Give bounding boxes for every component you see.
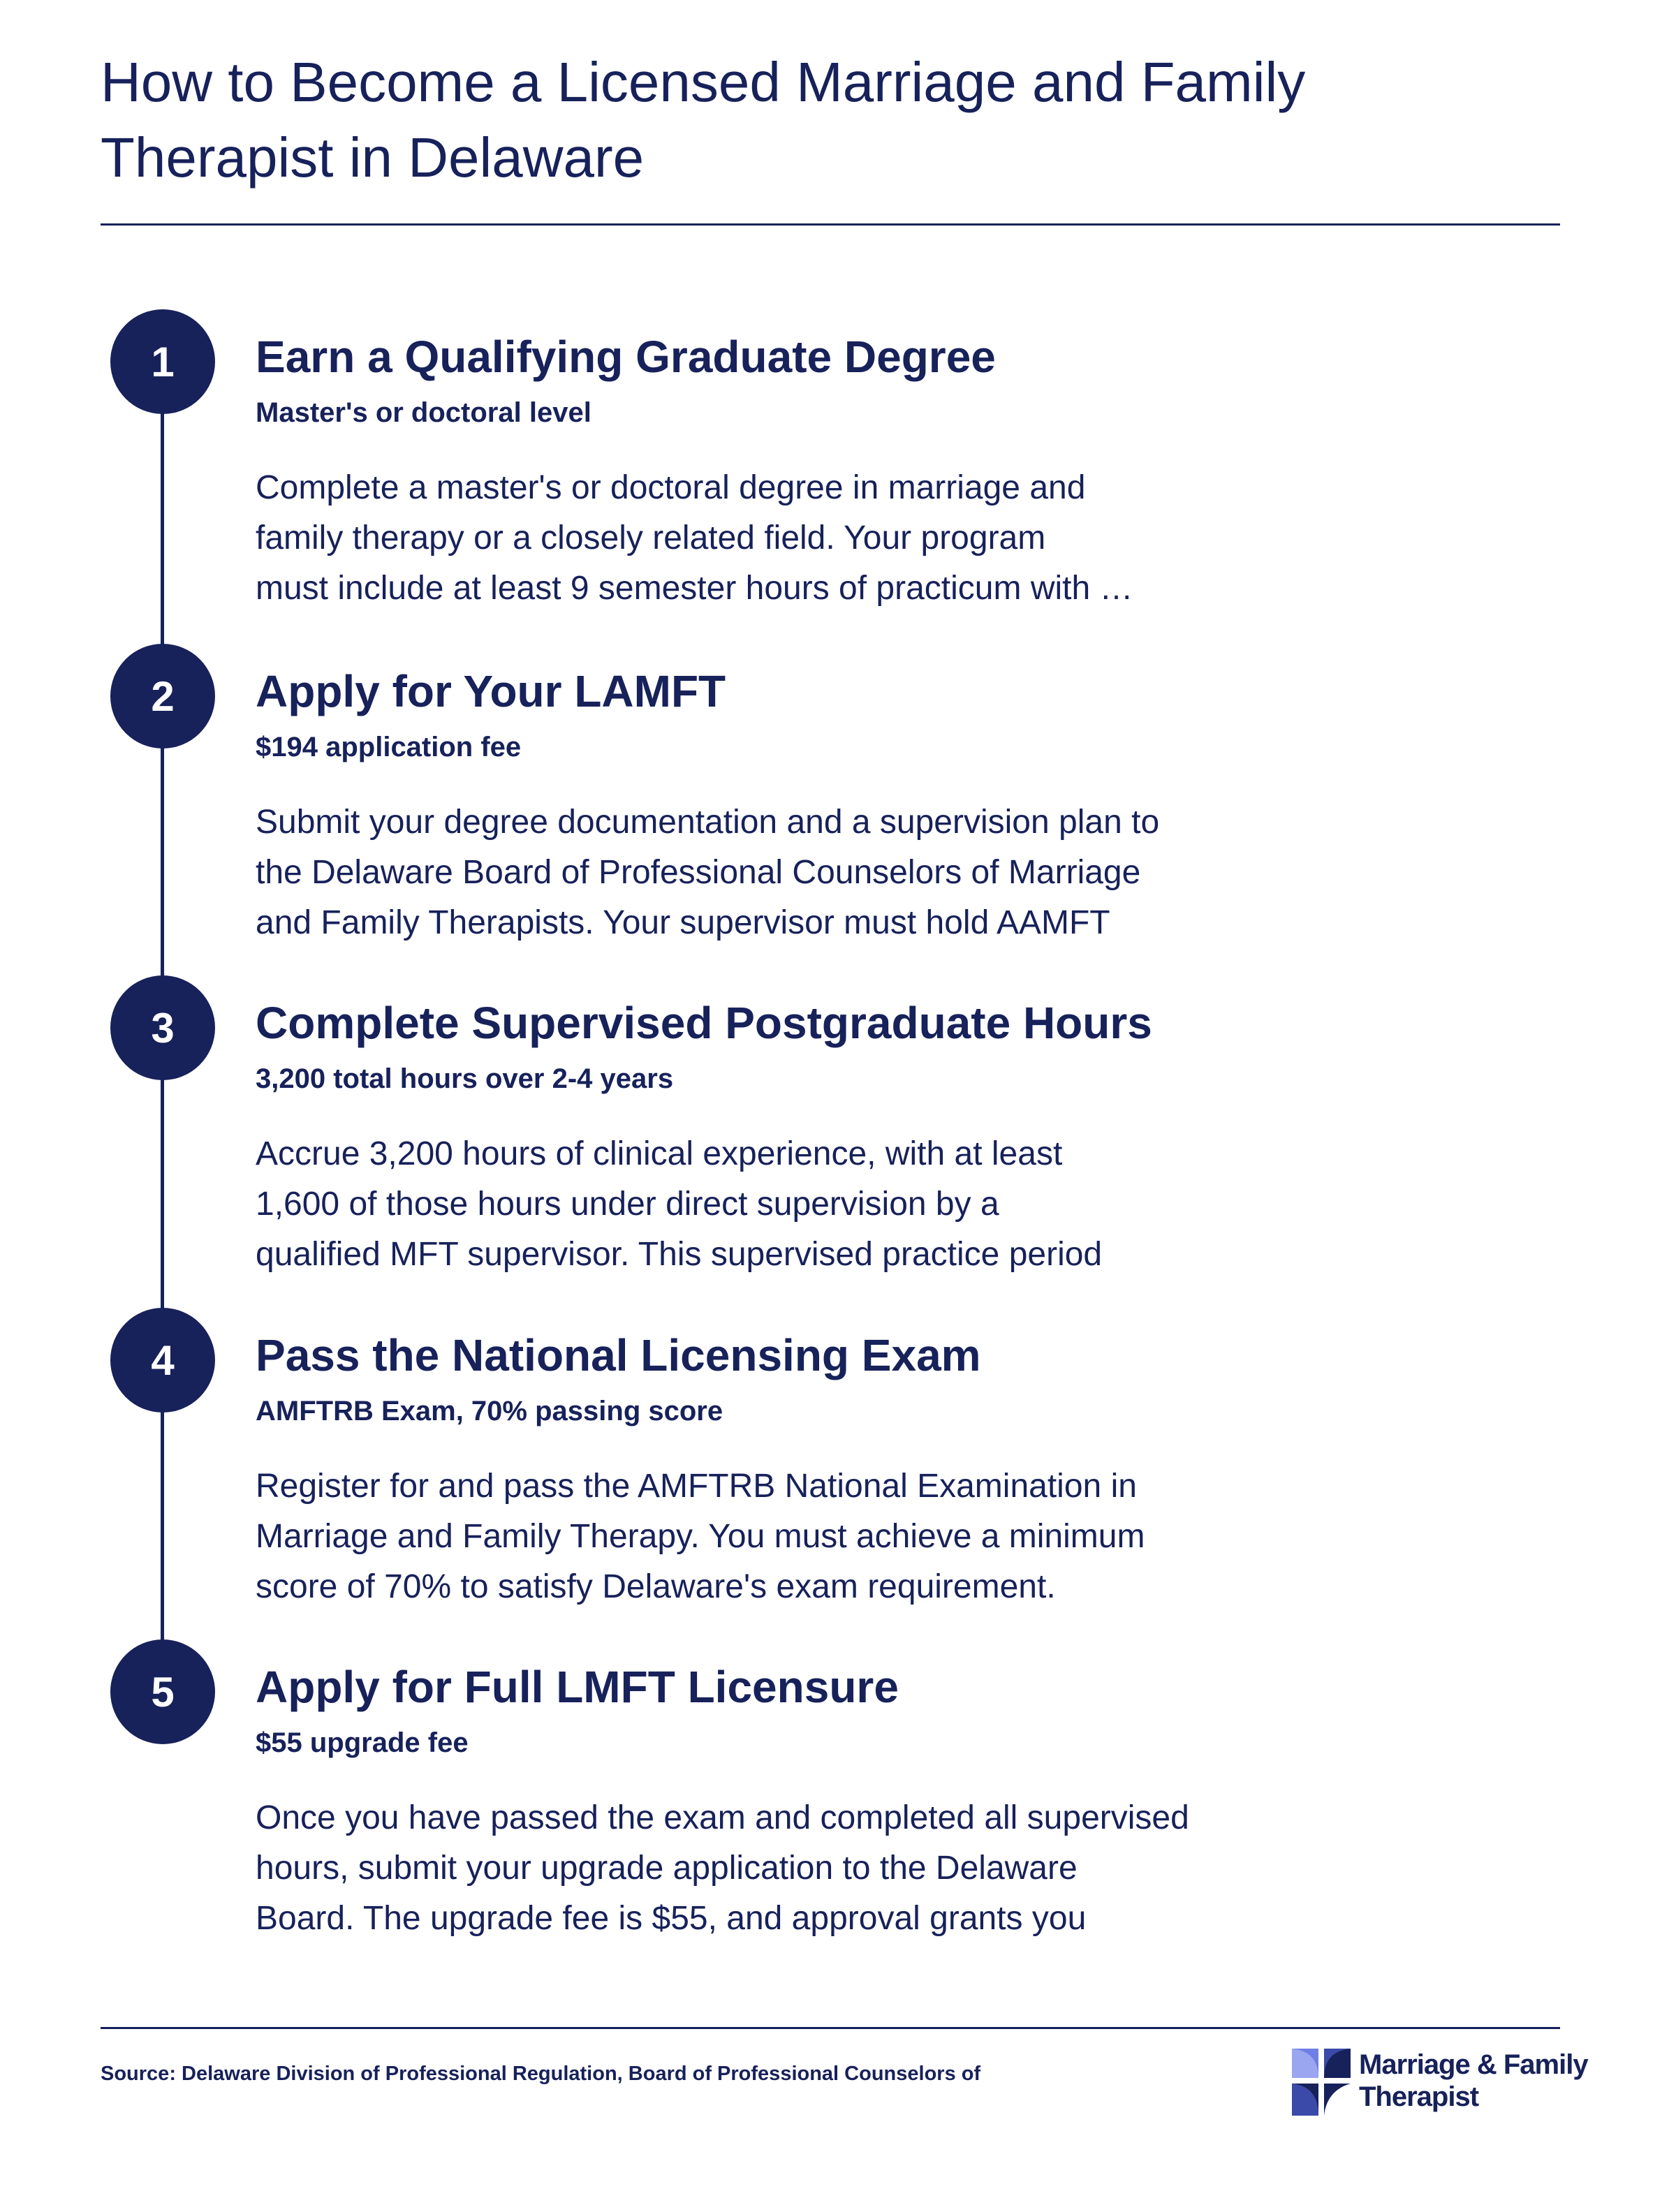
step-description-line: 1,600 of those hours under direct supervision by a [256,1186,999,1223]
step-description [256,463,1373,614]
brand-name-line-2: Therapist [1359,2081,1479,2112]
step-description [256,797,1373,948]
step-description [256,1793,1373,1944]
step-number-badge: 2 [110,644,215,749]
top-divider [101,223,1560,226]
step-title: Pass the National Licensing Exam [256,1330,981,1380]
title-line-2: Therapist in Delaware [101,126,645,189]
step-description-line: Board. The upgrade fee is $55, and approval grants you [256,1900,1087,1937]
step-subtitle: $194 application fee [256,732,522,762]
step-description [256,1129,1373,1280]
step-description [256,1461,1373,1612]
step-title: Apply for Full LMFT Licensure [256,1662,899,1712]
step-description-line: Accrue 3,200 hours of clinical experience, with at least [256,1135,1063,1172]
step-subtitle: 3,200 total hours over 2-4 years [256,1063,674,1094]
step-subtitle: AMFTRB Exam, 70% passing score [256,1396,723,1426]
page-title [101,45,1497,196]
step-description-line: family therapy or a closely related field. Your program [256,519,1046,556]
step-subtitle: Master's or doctoral level [256,397,591,428]
step-number-badge: 3 [110,975,215,1080]
step-number-badge: 5 [110,1639,215,1744]
step-description-line: Complete a master's or doctoral degree in marriage and [256,469,1086,506]
source-note: Source: Delaware Division of Professional Regulation, Board of Professional Counselors of [101,2063,981,2085]
step-description-line: Submit your degree documentation and a supervision plan to [256,804,1160,841]
step-title: Complete Supervised Postgraduate Hours [256,998,1152,1048]
step-description-line: qualified MFT supervisor. This supervised practice period [256,1236,1103,1273]
step-number-badge: 4 [110,1308,215,1413]
step-description-line: the Delaware Board of Professional Counselors of Marriage [256,854,1141,891]
step-description-line: Marriage and Family Therapy. You must achieve a minimum [256,1518,1145,1555]
brand-logo [1292,2044,1588,2121]
step-description-line: hours, submit your upgrade application to the Delaware [256,1850,1078,1887]
brand-name [1359,2049,1588,2113]
step-description-line: must include at least 9 semester hours of practicum with … [256,570,1133,607]
step-number-badge: 1 [110,309,215,414]
bottom-divider [101,2027,1560,2029]
step-description-line: and Family Therapists. Your supervisor must hold AAMFT [256,904,1110,941]
brand-logo-icon [1292,2049,1351,2116]
step-description-line: Register for and pass the AMFTRB National Examination in [256,1468,1137,1505]
brand-name-line-1: Marriage & Family [1359,2049,1588,2080]
step-subtitle: $55 upgrade fee [256,1727,469,1758]
step-title: Earn a Qualifying Graduate Degree [256,332,996,382]
step-title: Apply for Your LAMFT [256,666,726,716]
step-description-line: Once you have passed the exam and completed all supervised [256,1799,1189,1836]
title-line-1: How to Become a Licensed Marriage and Family [101,51,1306,113]
step-description-line: score of 70% to satisfy Delaware's exam requirement. [256,1568,1056,1605]
